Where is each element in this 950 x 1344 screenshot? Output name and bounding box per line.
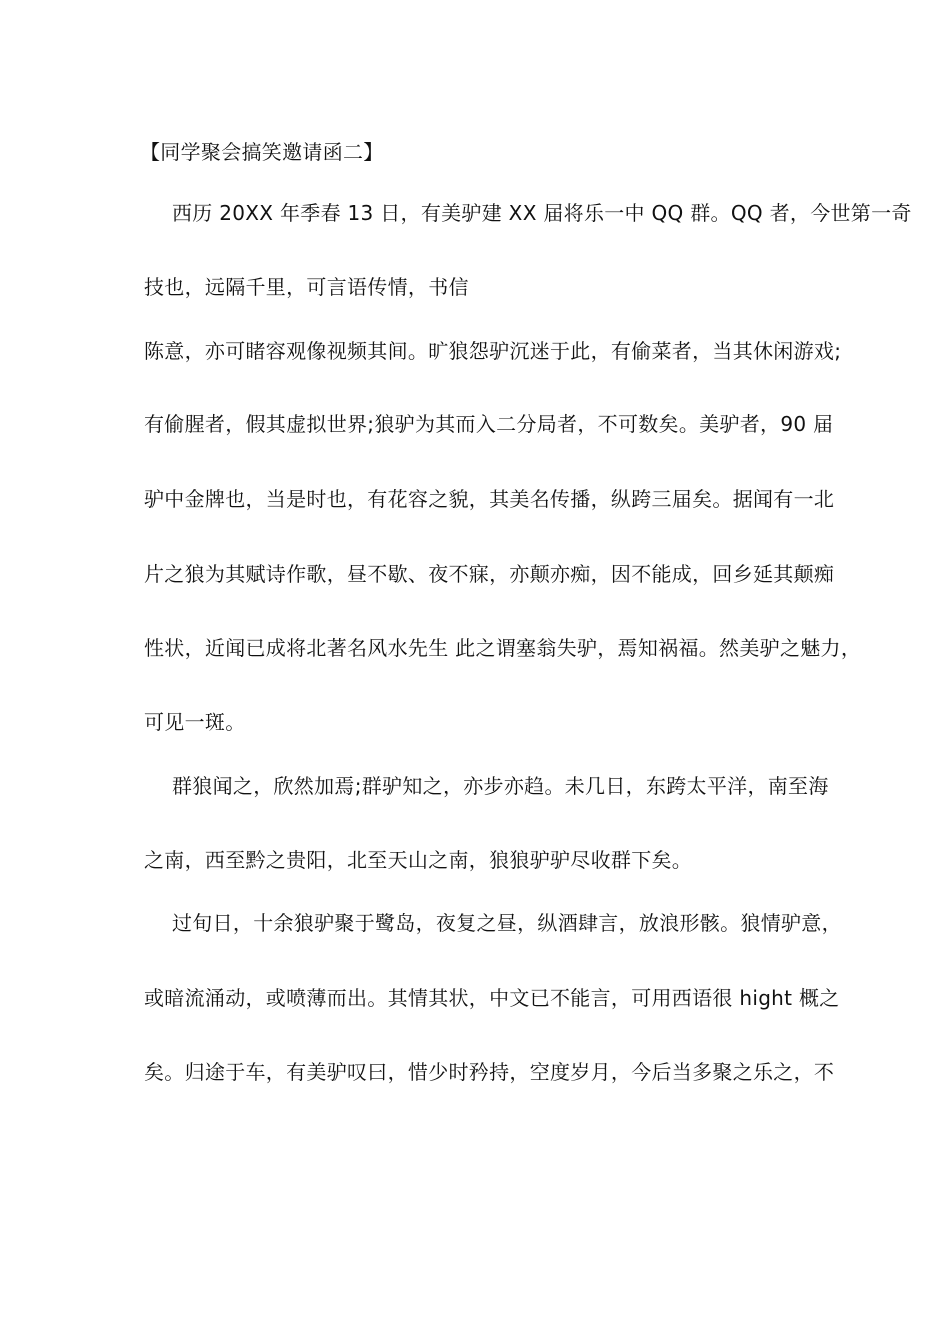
paragraph-line: 片之狼为其赋诗作歌，昼不歇、夜不寐，亦颠亦痴，因不能成，回乡延其颠痴 (144, 562, 835, 586)
paragraph-line: 可见一斑。 (144, 710, 246, 734)
paragraph-line: 之南，西至黔之贵阳，北至天山之南，狼狼驴驴尽收群下矣。 (144, 848, 693, 872)
paragraph-line: 矣。归途于车，有美驴叹曰，惜少时矜持，空度岁月，今后当多聚之乐之，不 (144, 1060, 835, 1084)
paragraph-line: 或暗流涌动，或喷薄而出。其情其状，中文已不能言，可用西语很 hight 概之 (144, 986, 840, 1010)
document-title: 【同学聚会搞笑邀请函二】 (140, 140, 384, 164)
paragraph-line: 过旬日，十余狼驴聚于鹭岛，夜复之昼，纵酒肆言，放浪形骸。狼情驴意， (172, 911, 842, 935)
paragraph-line: 技也，远隔千里，可言语传情，书信 (144, 275, 469, 299)
paragraph-line: 性状，近闻已成将北著名风水先生 此之谓塞翁失驴，焉知祸福。然美驴之魅力， (144, 636, 862, 660)
paragraph-line: 群狼闻之，欣然加焉;群驴知之，亦步亦趋。未几日，东跨太平洋，南至海 (172, 774, 829, 798)
paragraph-line: 西历 20XX 年季春 13 日，有美驴建 XX 届将乐一中 QQ 群。QQ 者，今世第一奇 (172, 201, 912, 225)
paragraph-line: 陈意，亦可睹容观像视频其间。旷狼怨驴沉迷于此，有偷菜者，当其休闲游戏; (144, 339, 842, 363)
paragraph-line: 有偷腥者，假其虚拟世界;狼驴为其而入二分局者，不可数矣。美驴者，90 届 (144, 412, 834, 436)
paragraph-line: 驴中金牌也，当是时也，有花容之貌，其美名传播，纵跨三届矣。据闻有一北 (144, 487, 835, 511)
